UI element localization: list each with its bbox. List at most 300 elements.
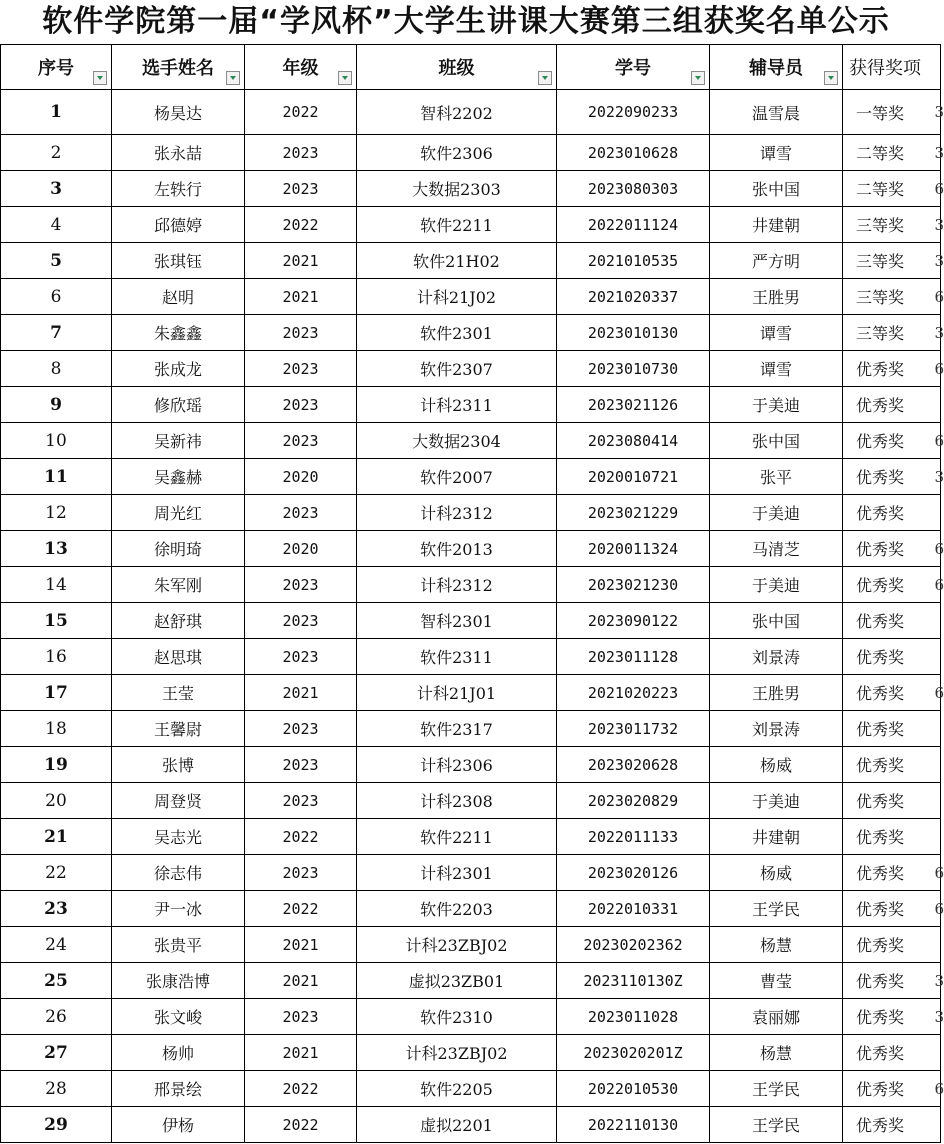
cell-award-text: 三等奖: [856, 216, 905, 235]
cell-index[interactable]: [1, 603, 112, 639]
cell-class[interactable]: [357, 1035, 557, 1071]
table-row: [1, 747, 941, 783]
cell-student-id-text: 2023021126: [587, 395, 679, 414]
cell-grade[interactable]: [245, 927, 357, 963]
cell-grade[interactable]: [245, 495, 357, 531]
cell-student-id[interactable]: [557, 783, 710, 819]
cell-class[interactable]: [357, 1071, 557, 1107]
cell-index[interactable]: [1, 90, 112, 135]
cell-grade[interactable]: [245, 711, 357, 747]
cell-award[interactable]: [843, 387, 941, 423]
cell-student-id[interactable]: [557, 927, 710, 963]
cell-award[interactable]: [843, 1035, 941, 1071]
cell-name[interactable]: [112, 1035, 245, 1071]
cell-class-text: 计科2308: [420, 792, 493, 811]
cell-student-id[interactable]: [557, 90, 710, 135]
cell-index[interactable]: [1, 207, 112, 243]
cell-class[interactable]: [357, 459, 557, 495]
cell-award[interactable]: [843, 171, 944, 207]
cell-class[interactable]: [357, 171, 557, 207]
cell-counselor[interactable]: [710, 603, 843, 639]
cell-name-text: 修欣瑶: [153, 396, 202, 415]
cell-grade-text: 2023: [282, 647, 319, 666]
cell-class[interactable]: [357, 531, 557, 567]
cell-index[interactable]: [1, 855, 112, 891]
cell-grade[interactable]: [245, 1035, 357, 1071]
cell-counselor[interactable]: [710, 459, 843, 495]
cell-student-id-text: 2023020126: [587, 863, 679, 882]
cell-award[interactable]: [843, 315, 944, 351]
cell-student-id[interactable]: [557, 999, 710, 1035]
cell-index[interactable]: [1, 783, 112, 819]
cell-award[interactable]: [843, 927, 941, 963]
cell-grade[interactable]: [245, 315, 357, 351]
cell-award-text: 优秀奖: [856, 1008, 905, 1027]
cell-class-text: 软件2306: [420, 144, 493, 163]
cell-name-text: 徐明琦: [153, 540, 202, 559]
cell-student-id[interactable]: [557, 207, 710, 243]
cell-index[interactable]: [1, 171, 112, 207]
cell-grade[interactable]: [245, 171, 357, 207]
cell-award-text: 优秀奖: [856, 900, 905, 919]
cell-grade[interactable]: [245, 1071, 357, 1107]
cell-class-text: 软件2211: [420, 828, 493, 847]
cell-student-id[interactable]: [557, 855, 710, 891]
cell-student-id[interactable]: [557, 1071, 710, 1107]
cell-counselor[interactable]: [710, 747, 843, 783]
cell-class-text: 软件2211: [420, 216, 493, 235]
cell-student-id[interactable]: [557, 1107, 710, 1143]
cell-student-id[interactable]: [557, 387, 710, 423]
cell-name[interactable]: [112, 927, 245, 963]
cell-index-text: 8: [50, 358, 62, 379]
cell-grade[interactable]: [245, 567, 357, 603]
cell-grade[interactable]: [245, 135, 357, 171]
cell-counselor[interactable]: [710, 675, 843, 711]
clipped-cell-text: 3: [934, 103, 944, 121]
cell-award[interactable]: [843, 90, 944, 135]
cell-grade[interactable]: [245, 459, 357, 495]
cell-name-text: 杨帅: [161, 1044, 194, 1063]
cell-grade[interactable]: [245, 603, 357, 639]
cell-class[interactable]: [357, 567, 557, 603]
cell-counselor[interactable]: [710, 567, 843, 603]
table-row: [1, 819, 941, 855]
cell-award[interactable]: [843, 603, 941, 639]
cell-counselor[interactable]: [710, 855, 843, 891]
cell-student-id-text: 2023021229: [587, 503, 679, 522]
cell-name[interactable]: [112, 531, 245, 567]
cell-grade-text: 2022: [282, 1115, 319, 1134]
cell-class-text: 软件2311: [420, 648, 493, 667]
cell-grade[interactable]: [245, 423, 357, 459]
cell-counselor[interactable]: [710, 315, 843, 351]
cell-counselor[interactable]: [710, 207, 843, 243]
cell-counselor[interactable]: [710, 135, 843, 171]
cell-class[interactable]: [357, 315, 557, 351]
cell-name[interactable]: [112, 495, 245, 531]
cell-student-id[interactable]: [557, 747, 710, 783]
cell-award[interactable]: [843, 855, 944, 891]
cell-class-text: 计科2312: [420, 504, 493, 523]
cell-name[interactable]: [112, 279, 245, 315]
cell-counselor[interactable]: [710, 423, 843, 459]
cell-grade[interactable]: [245, 243, 357, 279]
clipped-cell-text: 3: [934, 1007, 944, 1026]
filter-dropdown-icon[interactable]: [538, 71, 552, 85]
cell-class[interactable]: [357, 351, 557, 387]
cell-counselor[interactable]: [710, 1071, 843, 1107]
cell-award[interactable]: [843, 423, 944, 459]
cell-award-text: 优秀奖: [856, 720, 905, 739]
cell-grade[interactable]: [245, 747, 357, 783]
cell-student-id[interactable]: [557, 351, 710, 387]
cell-class[interactable]: [357, 675, 557, 711]
cell-award[interactable]: [843, 531, 944, 567]
cell-award[interactable]: [843, 675, 944, 711]
cell-student-id[interactable]: [557, 315, 710, 351]
cell-grade-text: 2022: [282, 899, 319, 918]
cell-grade-text: 2023: [282, 1007, 319, 1026]
cell-counselor[interactable]: [710, 711, 843, 747]
cell-name[interactable]: [112, 711, 245, 747]
cell-student-id[interactable]: [557, 567, 710, 603]
cell-name-text: 左轶行: [153, 180, 202, 199]
cell-student-id[interactable]: [557, 603, 710, 639]
cell-student-id[interactable]: [557, 171, 710, 207]
cell-award-text: 优秀奖: [856, 756, 905, 775]
cell-award[interactable]: [843, 1071, 944, 1107]
cell-counselor[interactable]: [710, 495, 843, 531]
cell-index-text: 25: [44, 970, 68, 991]
cell-grade-text: 2022: [282, 1079, 319, 1098]
cell-grade-text: 2021: [282, 971, 319, 990]
cell-grade[interactable]: [245, 207, 357, 243]
clipped-cell-text: 6: [934, 431, 944, 450]
cell-class-text: 软件2310: [420, 1008, 493, 1027]
cell-grade[interactable]: [245, 819, 357, 855]
cell-counselor[interactable]: [710, 387, 843, 423]
filter-dropdown-icon[interactable]: [93, 71, 107, 85]
cell-counselor[interactable]: [710, 279, 843, 315]
cell-class[interactable]: [357, 90, 557, 135]
cell-student-id[interactable]: [557, 135, 710, 171]
table-row: [1, 90, 941, 135]
cell-class-text: 软件21H02: [413, 252, 500, 271]
cell-award[interactable]: [843, 207, 944, 243]
cell-award[interactable]: [843, 243, 944, 279]
cell-class[interactable]: [357, 387, 557, 423]
cell-name-text: 王馨尉: [153, 720, 202, 739]
cell-grade-text: 2022: [282, 103, 319, 121]
cell-counselor[interactable]: [710, 351, 843, 387]
cell-name[interactable]: [112, 639, 245, 675]
cell-name[interactable]: [112, 351, 245, 387]
cell-name-text: 张文峻: [153, 1008, 202, 1027]
cell-student-id[interactable]: [557, 675, 710, 711]
cell-counselor-text: 于美迪: [751, 792, 800, 811]
cell-class[interactable]: [357, 603, 557, 639]
cell-counselor[interactable]: [710, 1107, 843, 1143]
cell-name[interactable]: [112, 135, 245, 171]
cell-class[interactable]: [357, 1107, 557, 1143]
cell-student-id[interactable]: [557, 819, 710, 855]
cell-index[interactable]: [1, 279, 112, 315]
cell-index[interactable]: [1, 531, 112, 567]
cell-counselor[interactable]: [710, 999, 843, 1035]
cell-grade[interactable]: [245, 279, 357, 315]
cell-award-text: 优秀奖: [856, 792, 905, 811]
cell-name[interactable]: [112, 387, 245, 423]
cell-name-text: 邢景绘: [153, 1080, 202, 1099]
cell-class[interactable]: [357, 243, 557, 279]
cell-name[interactable]: [112, 423, 245, 459]
cell-name[interactable]: [112, 855, 245, 891]
cell-award[interactable]: [843, 747, 941, 783]
cell-counselor[interactable]: [710, 90, 843, 135]
cell-class[interactable]: [357, 423, 557, 459]
cell-index[interactable]: [1, 1071, 112, 1107]
cell-grade[interactable]: [245, 855, 357, 891]
cell-award[interactable]: [843, 963, 944, 999]
cell-award-text: 优秀奖: [856, 468, 905, 487]
cell-award[interactable]: [843, 459, 944, 495]
cell-class[interactable]: [357, 639, 557, 675]
cell-award[interactable]: [843, 1107, 941, 1143]
cell-name[interactable]: [112, 891, 245, 927]
cell-name[interactable]: [112, 243, 245, 279]
cell-class[interactable]: [357, 711, 557, 747]
cell-index[interactable]: [1, 387, 112, 423]
cell-name[interactable]: [112, 459, 245, 495]
cell-index-text: 24: [45, 934, 67, 955]
cell-class[interactable]: [357, 963, 557, 999]
table-row: [1, 639, 941, 675]
cell-class[interactable]: [357, 135, 557, 171]
cell-student-id[interactable]: [557, 963, 710, 999]
cell-index[interactable]: [1, 675, 112, 711]
cell-class-text: 计科23ZBJ02: [405, 936, 508, 955]
cell-name[interactable]: [112, 315, 245, 351]
cell-counselor[interactable]: [710, 783, 843, 819]
cell-index[interactable]: [1, 495, 112, 531]
cell-grade[interactable]: [245, 351, 357, 387]
cell-student-id[interactable]: [557, 1035, 710, 1071]
cell-grade[interactable]: [245, 1107, 357, 1143]
cell-name[interactable]: [112, 747, 245, 783]
cell-class-text: 大数据2303: [412, 180, 501, 199]
cell-student-id-text: 2023010628: [587, 143, 679, 162]
cell-index[interactable]: [1, 1035, 112, 1071]
header-row: [1, 45, 941, 90]
cell-class[interactable]: [357, 747, 557, 783]
cell-name[interactable]: [112, 963, 245, 999]
cell-award[interactable]: [843, 819, 941, 855]
cell-counselor-text: 井建朝: [751, 216, 800, 235]
cell-counselor[interactable]: [710, 243, 843, 279]
cell-grade[interactable]: [245, 90, 357, 135]
cell-index[interactable]: [1, 747, 112, 783]
cell-award[interactable]: [843, 639, 941, 675]
cell-index[interactable]: [1, 963, 112, 999]
cell-index[interactable]: [1, 639, 112, 675]
cell-class[interactable]: [357, 855, 557, 891]
cell-grade-text: 2022: [282, 215, 319, 234]
filter-dropdown-icon[interactable]: [338, 71, 352, 85]
cell-grade[interactable]: [245, 999, 357, 1035]
cell-award[interactable]: [843, 891, 944, 927]
cell-index[interactable]: [1, 135, 112, 171]
cell-index[interactable]: [1, 927, 112, 963]
cell-award[interactable]: [843, 135, 944, 171]
cell-counselor[interactable]: [710, 531, 843, 567]
cell-student-id[interactable]: [557, 891, 710, 927]
cell-student-id[interactable]: [557, 711, 710, 747]
cell-grade-text: 2020: [282, 467, 319, 486]
cell-grade[interactable]: [245, 639, 357, 675]
table-row: [1, 855, 941, 891]
cell-student-id[interactable]: [557, 243, 710, 279]
filter-dropdown-icon[interactable]: [691, 71, 705, 85]
cell-student-id-text: 2023011028: [587, 1007, 679, 1026]
cell-class[interactable]: [357, 891, 557, 927]
cell-counselor-text: 谭雪: [759, 324, 792, 343]
cell-class-text: 软件2301: [420, 324, 493, 343]
cell-grade[interactable]: [245, 387, 357, 423]
cell-class-text: 计科2306: [420, 756, 493, 775]
cell-name[interactable]: [112, 819, 245, 855]
table-row: [1, 171, 941, 207]
clipped-cell-text: 6: [934, 287, 944, 306]
cell-student-id-text: 2023010730: [587, 359, 679, 378]
cell-award[interactable]: [843, 999, 944, 1035]
cell-class[interactable]: [357, 999, 557, 1035]
cell-index[interactable]: [1, 351, 112, 387]
cell-student-id[interactable]: [557, 279, 710, 315]
filter-dropdown-icon[interactable]: [226, 71, 240, 85]
filter-dropdown-icon[interactable]: [824, 71, 838, 85]
cell-student-id[interactable]: [557, 495, 710, 531]
cell-class[interactable]: [357, 207, 557, 243]
cell-award[interactable]: [843, 279, 944, 315]
cell-index-text: 14: [45, 574, 67, 595]
cell-counselor[interactable]: [710, 819, 843, 855]
cell-counselor[interactable]: [710, 963, 843, 999]
cell-name[interactable]: [112, 783, 245, 819]
cell-index[interactable]: [1, 891, 112, 927]
table-row: [1, 207, 941, 243]
cell-index[interactable]: [1, 459, 112, 495]
cell-class[interactable]: [357, 927, 557, 963]
cell-index-text: 26: [45, 1006, 67, 1027]
cell-counselor-text: 杨慧: [759, 1044, 792, 1063]
cell-name[interactable]: [112, 207, 245, 243]
cell-counselor[interactable]: [710, 927, 843, 963]
cell-index-text: 9: [50, 394, 62, 415]
cell-index[interactable]: [1, 315, 112, 351]
cell-name-text: 赵思琪: [153, 648, 202, 667]
cell-name-text: 王莹: [161, 684, 194, 703]
cell-grade-text: 2023: [282, 755, 319, 774]
cell-index-text: 2: [50, 142, 62, 163]
header-index-label: 序号: [38, 58, 74, 79]
cell-name[interactable]: [112, 567, 245, 603]
cell-index[interactable]: [1, 999, 112, 1035]
cell-name-text: 张永喆: [153, 144, 202, 163]
cell-counselor[interactable]: [710, 1035, 843, 1071]
cell-name-text: 伊杨: [161, 1116, 194, 1135]
cell-counselor-text: 于美迪: [751, 504, 800, 523]
cell-class[interactable]: [357, 783, 557, 819]
cell-class-text: 软件2007: [420, 468, 493, 487]
cell-student-id[interactable]: [557, 423, 710, 459]
cell-award-text: 一等奖: [856, 103, 905, 123]
cell-student-id[interactable]: [557, 639, 710, 675]
cell-counselor[interactable]: [710, 639, 843, 675]
cell-counselor-text: 张中国: [751, 612, 800, 631]
table-row: [1, 1035, 941, 1071]
cell-class[interactable]: [357, 279, 557, 315]
cell-student-id-text: 2023020201Z: [583, 1043, 683, 1062]
cell-counselor[interactable]: [710, 891, 843, 927]
cell-grade[interactable]: [245, 531, 357, 567]
table-row: [1, 711, 941, 747]
cell-student-id[interactable]: [557, 459, 710, 495]
cell-name[interactable]: [112, 90, 245, 135]
cell-award-text: 优秀奖: [856, 684, 905, 703]
cell-name-text: 赵明: [161, 288, 194, 307]
cell-award[interactable]: [843, 567, 944, 603]
table-row: [1, 891, 941, 927]
cell-name-text: 张成龙: [153, 360, 202, 379]
cell-index[interactable]: [1, 567, 112, 603]
cell-name[interactable]: [112, 999, 245, 1035]
cell-student-id[interactable]: [557, 531, 710, 567]
cell-grade[interactable]: [245, 891, 357, 927]
cell-counselor-text: 谭雪: [759, 144, 792, 163]
cell-index[interactable]: [1, 819, 112, 855]
cell-index[interactable]: [1, 423, 112, 459]
cell-index[interactable]: [1, 243, 112, 279]
cell-name[interactable]: [112, 171, 245, 207]
cell-award[interactable]: [843, 495, 941, 531]
clipped-cell-text: 6: [934, 359, 944, 378]
cell-index[interactable]: [1, 1107, 112, 1143]
cell-name-text: 周登贤: [153, 792, 202, 811]
cell-award[interactable]: [843, 351, 944, 387]
cell-counselor[interactable]: [710, 171, 843, 207]
cell-award[interactable]: [843, 711, 941, 747]
header-award-label: 获得奖项: [849, 58, 921, 79]
cell-name[interactable]: [112, 675, 245, 711]
cell-class[interactable]: [357, 495, 557, 531]
cell-index[interactable]: [1, 711, 112, 747]
cell-name[interactable]: [112, 1107, 245, 1143]
cell-class-text: 虚拟23ZB01: [408, 972, 505, 991]
cell-class[interactable]: [357, 819, 557, 855]
cell-award-text: 优秀奖: [856, 396, 905, 415]
cell-grade[interactable]: [245, 675, 357, 711]
cell-name[interactable]: [112, 1071, 245, 1107]
cell-grade[interactable]: [245, 783, 357, 819]
cell-grade[interactable]: [245, 963, 357, 999]
cell-award-text: 三等奖: [856, 288, 905, 307]
cell-student-id-text: 2022010331: [587, 899, 679, 918]
cell-name-text: 朱军刚: [153, 576, 202, 595]
cell-award[interactable]: [843, 783, 941, 819]
cell-class-text: 计科2301: [420, 864, 493, 883]
cell-name[interactable]: [112, 603, 245, 639]
